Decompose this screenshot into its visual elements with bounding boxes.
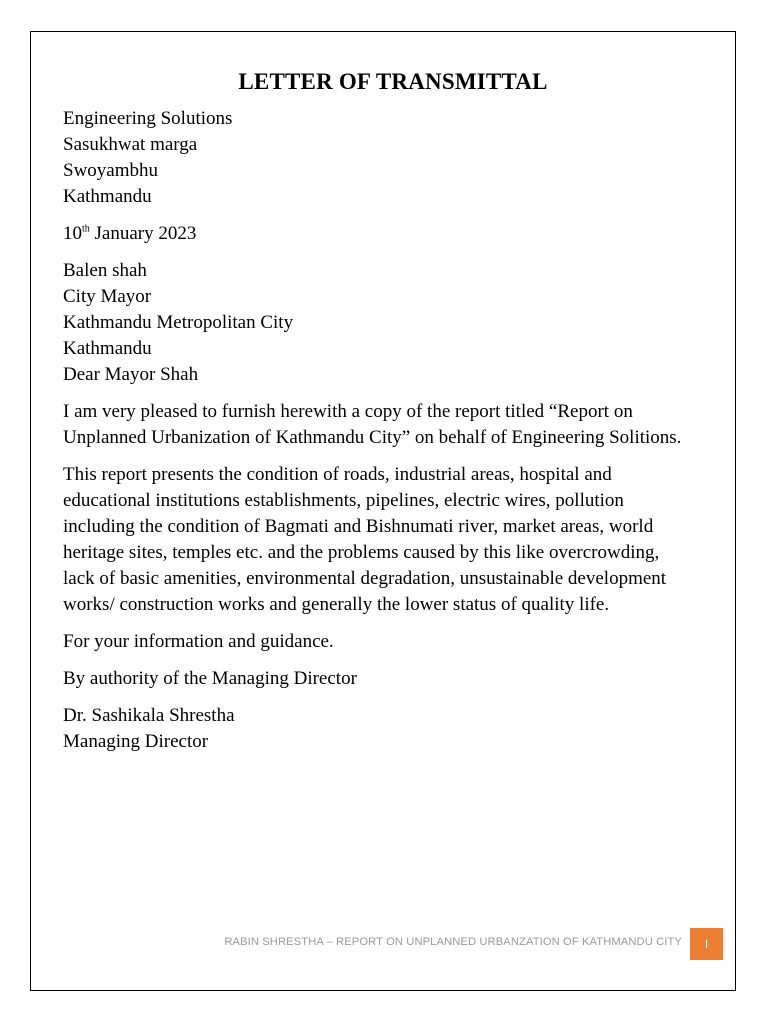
paragraph-line: educational institutions establishments, pipelines, electric wires, pollution (63, 490, 624, 511)
sender-line: Engineering Solutions (63, 108, 233, 129)
page-number-badge: I (690, 928, 723, 960)
signatory-title: Managing Director (63, 731, 209, 752)
signature-block (63, 703, 723, 755)
recipient-line: Balen shah (63, 260, 147, 281)
letter-title: LETTER OF TRANSMITTAL (238, 69, 548, 94)
paragraph-line: Unplanned Urbanization of Kathmandu City” on behalf of Engineering Solitions. (63, 427, 682, 448)
paragraph-line: lack of basic amenities, environmental degradation, unsustainable development (63, 568, 667, 589)
sender-line: Swoyambhu (63, 160, 158, 181)
paragraph-line: heritage sites, temples etc. and the problems caused by this like overcrowding, (63, 542, 660, 563)
sender-line: Kathmandu (63, 186, 152, 207)
sender-line: Sasukhwat marga (63, 134, 198, 155)
paragraph-intro (63, 399, 723, 451)
page-footer-text: RABIN SHRESTHA – REPORT ON UNPLANNED URBANZATION OF KATHMANDU CITY (224, 936, 682, 948)
paragraph-line: works/ construction works and generally the lower status of quality life. (63, 594, 610, 615)
closing-guidance: For your information and guidance. (63, 631, 334, 652)
date-day: 10 (63, 223, 82, 244)
paragraph-body (63, 462, 723, 618)
paragraph-line: including the condition of Bagmati and Bishnumati river, market areas, world (63, 516, 654, 537)
closing-authority: By authority of the Managing Director (63, 668, 357, 689)
date-suffix: th (82, 223, 90, 235)
sender-address (63, 106, 723, 210)
letter-body (63, 64, 723, 766)
signatory-name: Dr. Sashikala Shrestha (63, 705, 235, 726)
recipient-line: Kathmandu (63, 338, 152, 359)
recipient-address (63, 258, 723, 388)
salutation: Dear Mayor Shah (63, 364, 199, 385)
paragraph-line: I am very pleased to furnish herewith a copy of the report titled “Report on (63, 401, 633, 422)
paragraph-line: This report presents the condition of roads, industrial areas, hospital and (63, 464, 612, 485)
letter-date (63, 221, 723, 247)
recipient-line: City Mayor (63, 286, 152, 307)
recipient-line: Kathmandu Metropolitan City (63, 312, 294, 333)
date-rest: January 2023 (89, 223, 197, 244)
